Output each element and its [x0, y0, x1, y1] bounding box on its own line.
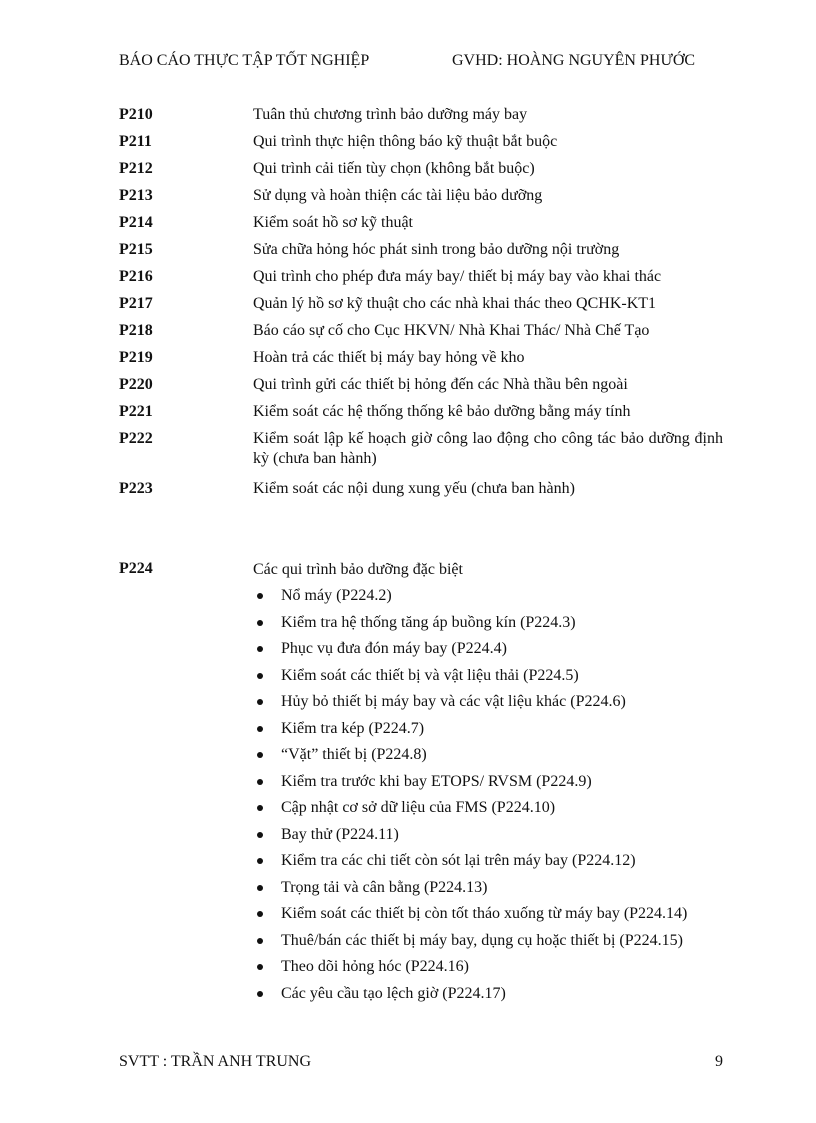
procedure-row: [119, 213, 723, 240]
header-report-title: BÁO CÁO THỰC TẬP TỐT NGHIỆP: [119, 52, 370, 69]
bullet-icon: [257, 752, 263, 758]
list-item: [119, 772, 723, 799]
procedure-title: Hoàn trả các thiết bị máy bay hỏng về kho: [253, 349, 525, 366]
procedure-title: Qui trình gửi các thiết bị hỏng đến các Nhà thầu bên ngoài: [253, 376, 628, 393]
special-procedures-list: [119, 586, 723, 1010]
procedure-title: Sửa chữa hỏng hóc phát sinh trong bảo dưỡng nội trường: [253, 241, 620, 258]
procedure-code: P218: [119, 322, 153, 339]
bullet-icon: [257, 726, 263, 732]
procedure-title: Qui trình cho phép đưa máy bay/ thiết bị máy bay vào khai thác: [253, 268, 662, 285]
bullet-icon: [257, 938, 263, 944]
page-number: 9: [715, 1053, 723, 1070]
list-item-text: Các yêu cầu tạo lệch giờ (P224.17): [281, 984, 506, 1002]
list-item: [119, 666, 723, 693]
procedure-title: Sử dụng và hoàn thiện các tài liệu bảo dưỡng: [253, 187, 543, 204]
procedure-code: P216: [119, 268, 153, 285]
footer-student-name: SVTT : TRẦN ANH TRUNG: [119, 1053, 312, 1070]
list-item-text: Thuê/bán các thiết bị máy bay, dụng cụ hoặc thiết bị (P224.15): [281, 931, 683, 949]
list-item-text: Theo dõi hỏng hóc (P224.16): [281, 958, 469, 975]
procedure-code: P211: [119, 133, 152, 150]
procedure-code: P223: [119, 480, 153, 497]
list-item: [119, 904, 723, 931]
procedure-row: [119, 321, 723, 348]
procedure-title: Kiểm soát các hệ thống thống kê bảo dưỡng bằng máy tính: [253, 403, 631, 420]
bullet-icon: [257, 593, 263, 599]
list-item-text: Bay thử (P224.11): [281, 825, 399, 843]
list-item: [119, 825, 723, 852]
procedure-title: Quản lý hồ sơ kỹ thuật cho các nhà khai thác theo QCHK-KT1: [253, 295, 657, 312]
section-title: Các qui trình bảo dưỡng đặc biệt: [253, 561, 463, 578]
procedure-code: P219: [119, 349, 153, 366]
list-item-text: Hủy bỏ thiết bị máy bay và các vật liệu khác (P224.6): [281, 693, 626, 710]
procedure-row: [119, 267, 723, 294]
list-item: [119, 745, 723, 772]
procedure-title: Qui trình cải tiến tùy chọn (không bắt buộc): [253, 160, 535, 177]
list-item-text: Kiểm tra hệ thống tăng áp buồng kín (P224.3): [281, 613, 576, 631]
header-advisor: GVHD: HOÀNG NGUYÊN PHƯỚC: [452, 52, 696, 69]
procedure-row: [119, 132, 723, 159]
list-item-text: Kiểm soát các thiết bị và vật liệu thải (P224.5): [281, 666, 579, 684]
procedure-row: [119, 479, 723, 506]
procedure-row: [119, 348, 723, 375]
list-item-text: Kiểm tra kép (P224.7): [281, 719, 425, 737]
list-item: [119, 851, 723, 878]
bullet-icon: [257, 699, 263, 705]
procedure-row: [119, 159, 723, 186]
procedure-code: P215: [119, 241, 153, 258]
list-item: [119, 984, 723, 1011]
list-item: [119, 692, 723, 719]
procedure-row: [119, 429, 723, 476]
list-item-text: Nổ máy (P224.2): [281, 587, 392, 604]
list-item-text: Kiểm soát các thiết bị còn tốt tháo xuống từ máy bay (P224.14): [281, 905, 688, 922]
bullet-icon: [257, 779, 263, 785]
procedure-list: [119, 105, 723, 506]
list-item-text: Kiểm tra các chi tiết còn sót lại trên máy bay (P224.12): [281, 852, 636, 869]
procedure-title: Báo cáo sự cố cho Cục HKVN/ Nhà Khai Thác/ Nhà Chế Tạo: [253, 322, 650, 339]
list-item-text: “Vặt” thiết bị (P224.8): [281, 746, 427, 763]
procedure-row: [119, 294, 723, 321]
procedure-title: Kiểm soát hồ sơ kỹ thuật: [253, 214, 413, 231]
page-header: [119, 52, 699, 74]
procedure-code: P212: [119, 160, 153, 177]
bullet-icon: [257, 620, 263, 626]
bullet-icon: [257, 673, 263, 679]
procedure-row: [119, 402, 723, 429]
procedure-title: Kiểm soát lập kế hoạch giờ công lao động cho công tác bảo dưỡng định kỳ (chưa ban hành): [253, 430, 723, 467]
bullet-icon: [257, 964, 263, 970]
list-item: [119, 639, 723, 666]
list-item: [119, 719, 723, 746]
bullet-icon: [257, 885, 263, 891]
list-item-text: Phục vụ đưa đón máy bay (P224.4): [281, 640, 507, 657]
special-procedures-section: [119, 560, 723, 1010]
section-code: P224: [119, 560, 153, 577]
list-item-text: Kiểm tra trước khi bay ETOPS/ RVSM (P224.9): [281, 772, 592, 790]
procedure-code: P214: [119, 214, 153, 231]
procedure-row: [119, 240, 723, 267]
procedure-title: Kiểm soát các nội dung xung yếu (chưa ban hành): [253, 480, 575, 497]
procedure-title: Tuân thủ chương trình bảo dưỡng máy bay: [253, 106, 528, 123]
list-item: [119, 957, 723, 984]
list-item-text: Cập nhật cơ sở dữ liệu của FMS (P224.10): [281, 799, 556, 816]
list-item: [119, 931, 723, 958]
list-item: [119, 878, 723, 905]
procedure-code: P220: [119, 376, 153, 393]
procedure-code: P221: [119, 403, 153, 420]
bullet-icon: [257, 991, 263, 997]
procedure-title: Qui trình thực hiện thông báo kỹ thuật bắt buộc: [253, 133, 558, 150]
bullet-icon: [257, 805, 263, 811]
procedure-code: P210: [119, 106, 153, 123]
page-footer: [119, 1053, 723, 1075]
bullet-icon: [257, 646, 263, 652]
procedure-row: [119, 375, 723, 402]
list-item: [119, 613, 723, 640]
list-item-text: Trọng tải và cân bằng (P224.13): [281, 878, 488, 896]
bullet-icon: [257, 911, 263, 917]
procedure-code: P217: [119, 295, 153, 312]
list-item: [119, 798, 723, 825]
bullet-icon: [257, 858, 263, 864]
procedure-code: P222: [119, 430, 153, 447]
procedure-row: [119, 105, 723, 132]
procedure-row: [119, 186, 723, 213]
bullet-icon: [257, 832, 263, 838]
procedure-code: P213: [119, 187, 153, 204]
list-item: [119, 586, 723, 613]
